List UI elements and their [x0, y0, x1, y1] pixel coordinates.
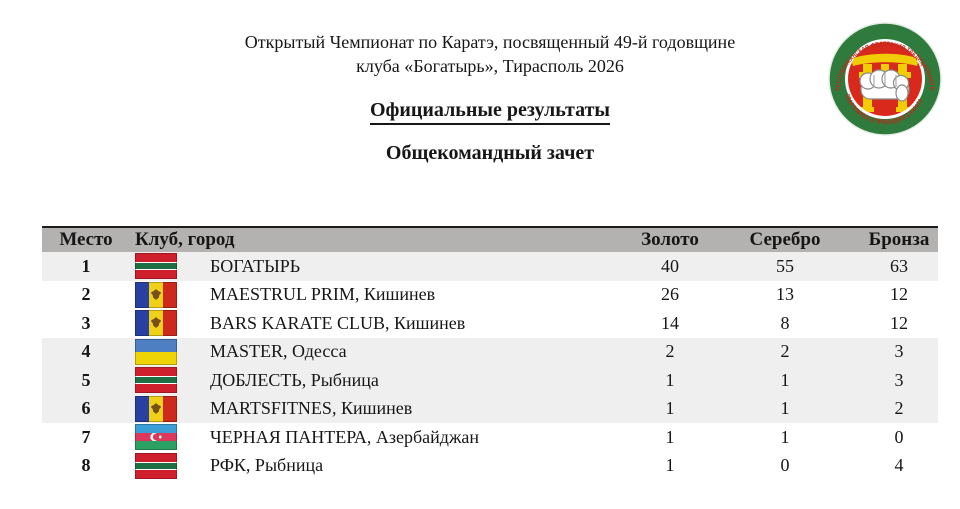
bronze-cell: 0	[894, 426, 904, 447]
flag-cell	[130, 396, 210, 422]
emblem-arc-text-top: РЕСПУБЛИКАНСКАЯ ФЕДЕРАЦИЯ ТРАДИЦИОННОГО	[834, 40, 936, 93]
place-cell: 7	[81, 426, 91, 447]
flag-cell	[130, 367, 210, 393]
gold-cell: 1	[665, 398, 675, 419]
title-line-1: Открытый Чемпионат по Каратэ, посвященный 49-й годовщине	[244, 32, 736, 52]
place-cell: 3	[81, 312, 91, 333]
bronze-cell: 3	[894, 369, 904, 390]
silver-cell: 1	[780, 398, 790, 419]
place-cell: 2	[81, 284, 91, 305]
gold-cell: 1	[665, 426, 675, 447]
flag-cell	[130, 453, 210, 479]
club-cell: ДОБЛЕСТЬ, Рыбница	[210, 369, 379, 390]
place-cell: 5	[81, 369, 91, 390]
club-cell: MARTSFITNES, Кишинев	[210, 398, 413, 419]
flag-cell	[130, 339, 210, 365]
bronze-cell: 4	[894, 455, 904, 476]
flag-cell	[130, 253, 210, 279]
club-cell: БОГАТЫРЬ	[210, 255, 301, 276]
place-cell: 8	[81, 455, 91, 476]
table-row	[42, 395, 938, 424]
table-header-row	[42, 226, 938, 252]
silver-cell: 2	[780, 341, 790, 362]
flag-cell	[130, 282, 210, 308]
table-row	[42, 366, 938, 395]
flag-icon-moldova	[135, 396, 177, 422]
place-cell: 4	[81, 341, 91, 362]
emblem-arc-text-bottom: СПОРТИВНОГО И ПРИКЛАДНОГО КАРАТЭ	[843, 93, 926, 127]
bronze-cell: 12	[890, 312, 908, 333]
place-cell: 6	[81, 398, 91, 419]
flag-cell	[130, 310, 210, 336]
bronze-cell: 12	[890, 284, 908, 305]
header-gold: Золото	[641, 229, 699, 250]
silver-cell: 13	[776, 284, 794, 305]
gold-cell: 2	[665, 341, 675, 362]
header-bronze: Бронза	[868, 229, 930, 250]
gold-cell: 14	[661, 312, 679, 333]
table-row	[42, 252, 938, 281]
table-body	[42, 252, 938, 480]
club-cell: MASTER, Одесса	[210, 341, 347, 362]
flag-icon-moldova	[135, 282, 177, 308]
bronze-cell: 2	[894, 398, 904, 419]
table-row	[42, 338, 938, 367]
gold-cell: 1	[665, 455, 675, 476]
place-cell: 1	[81, 255, 91, 276]
flag-icon-transnistria	[135, 367, 177, 393]
flag-icon-ukraine	[135, 339, 177, 365]
header-place: Место	[59, 229, 113, 250]
club-cell: ЧЕРНАЯ ПАНТЕРА, Азербайджан	[210, 426, 479, 447]
silver-cell: 1	[780, 369, 790, 390]
flag-icon-transnistria	[135, 253, 177, 279]
team-standings-heading: Общекомандный зачет	[385, 142, 595, 164]
table-row	[42, 281, 938, 310]
flag-cell	[130, 424, 210, 450]
table-row	[42, 423, 938, 452]
silver-cell: 55	[776, 255, 794, 276]
document-title	[110, 30, 870, 78]
flag-icon-azerbaijan	[135, 424, 177, 450]
bronze-cell: 3	[894, 341, 904, 362]
title-line-2: клуба «Богатырь», Тирасполь 2026	[356, 56, 624, 76]
official-results-heading: Официальные результаты	[110, 99, 870, 125]
gold-cell: 26	[661, 284, 679, 305]
federation-emblem-icon	[823, 17, 947, 141]
table-row	[42, 309, 938, 338]
gold-cell: 1	[665, 369, 675, 390]
flag-icon-transnistria	[135, 453, 177, 479]
table-row	[42, 452, 938, 481]
header-silver: Серебро	[749, 229, 821, 250]
club-cell: РФК, Рыбница	[210, 455, 324, 476]
header-club-city: Клуб, город	[135, 229, 235, 250]
silver-cell: 1	[780, 426, 790, 447]
silver-cell: 0	[780, 455, 790, 476]
club-cell: BARS KARATE CLUB, Кишинев	[210, 312, 466, 333]
club-cell: MAESTRUL PRIM, Кишинев	[210, 284, 436, 305]
results-table	[42, 226, 938, 480]
silver-cell: 8	[780, 312, 790, 333]
gold-cell: 40	[661, 255, 679, 276]
bronze-cell: 63	[890, 255, 908, 276]
flag-icon-moldova	[135, 310, 177, 336]
